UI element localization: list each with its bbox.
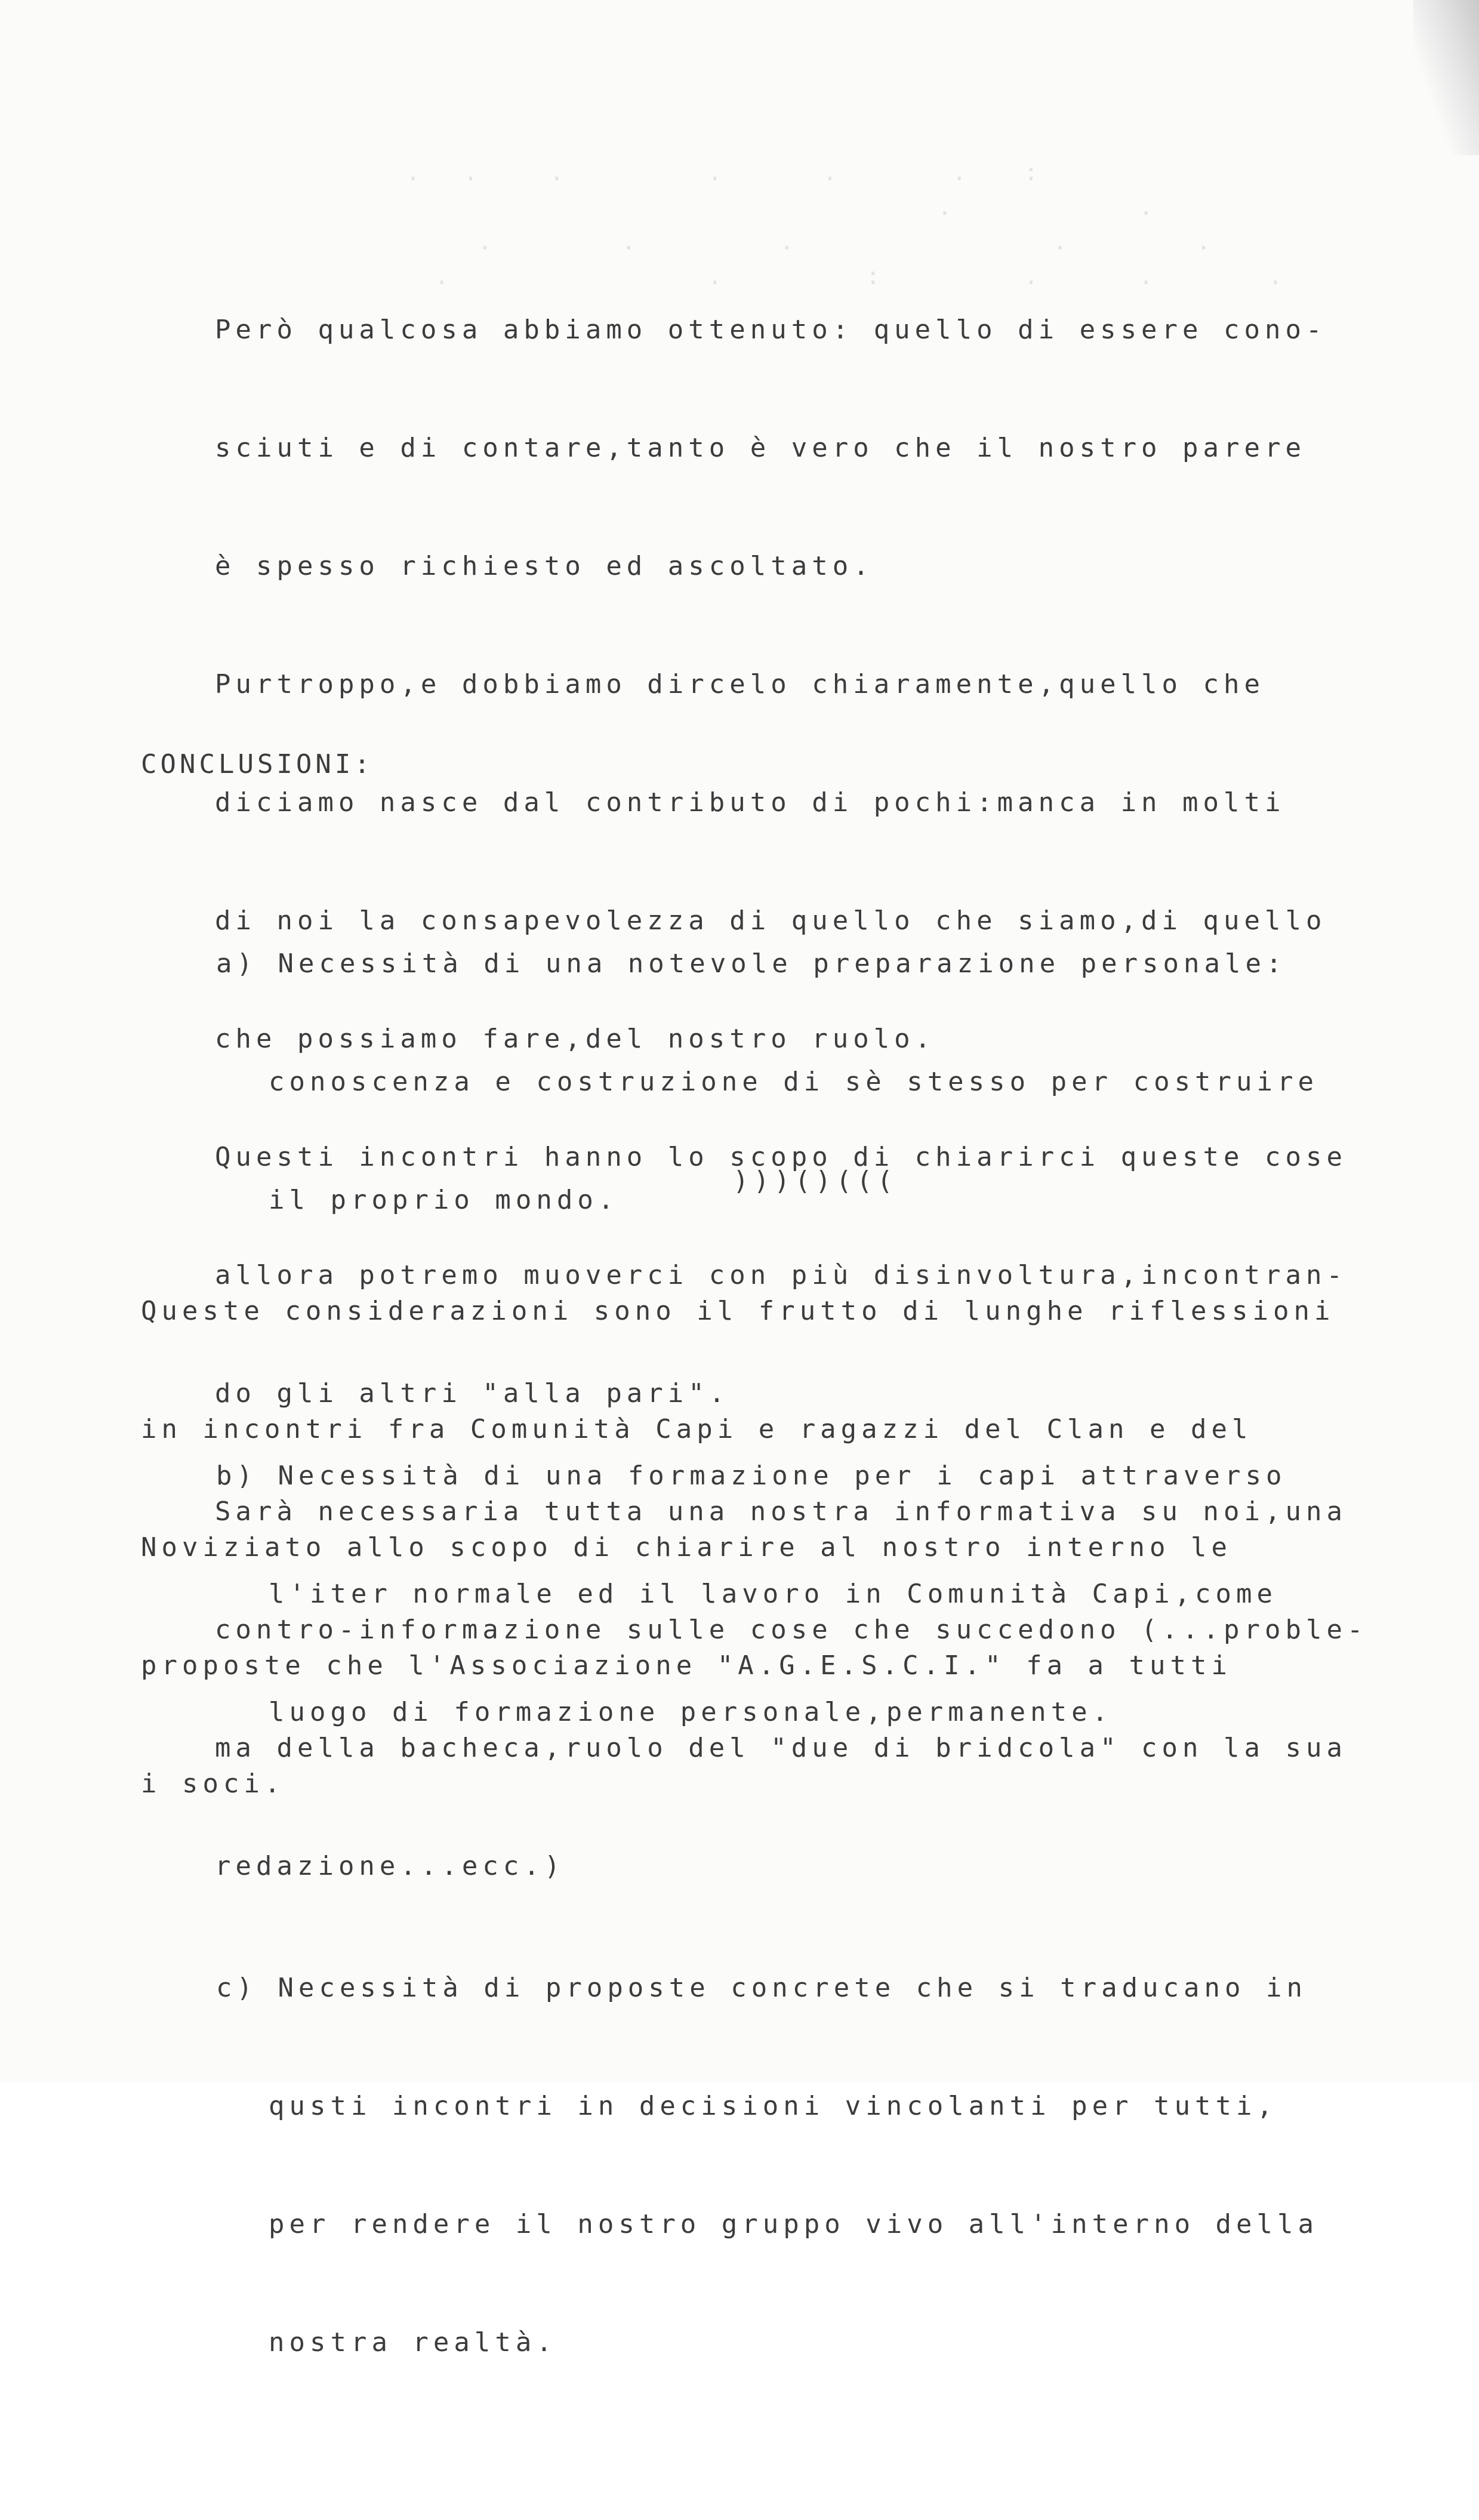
text-line: per rendere il nostro gruppo vivo all'interno della bbox=[269, 2209, 1319, 2239]
text-line: in incontri fra Comunità Capi e ragazzi del Clan e del bbox=[141, 1414, 1253, 1444]
text-line: Queste considerazioni sono il frutto di lunghe riflessioni bbox=[141, 1296, 1335, 1326]
text-line: proposte che l'Associazione "A.G.E.S.C.I." fa a tutti bbox=[141, 1650, 1232, 1681]
text-line: qusti incontri in decisioni vincolanti per tutti, bbox=[269, 2091, 1278, 2121]
text-line: b) Necessità di una formazione per i capi attraverso bbox=[216, 1461, 1287, 1491]
text-line: nostra realtà. bbox=[269, 2327, 557, 2358]
page-corner-shadow bbox=[1413, 0, 1479, 155]
text-line: luogo di formazione personale,permanente. bbox=[269, 1697, 1113, 1727]
text-line: di noi la consapevolezza di quello che siamo,di quello bbox=[215, 905, 1327, 936]
section-separator: )))()((( bbox=[733, 1166, 898, 1196]
text-line: Purtroppo,e dobbiamo dircelo chiaramente,quello che bbox=[215, 669, 1265, 700]
text-line: do gli altri "alla pari". bbox=[215, 1378, 730, 1409]
text-line: diciamo nasce dal contributo di pochi:manca in molti bbox=[215, 787, 1286, 818]
text-line: Noviziato allo scopo di chiarire al nostro interno le bbox=[141, 1532, 1232, 1563]
text-line: il proprio mondo. bbox=[269, 1185, 619, 1215]
text-line: sciuti e di contare,tanto è vero che il nostro parere bbox=[215, 433, 1306, 463]
text-line: redazione...ecc.) bbox=[215, 1851, 565, 1881]
conclusion-item-c bbox=[216, 1890, 1318, 2441]
text-line: a) Necessità di una notevole preparazione personale: bbox=[216, 948, 1287, 979]
text-line: allora potremo muoverci con più disinvoltura,incontran- bbox=[215, 1260, 1347, 1290]
text-line: conoscenza e costruzione di sè stesso per costruire bbox=[269, 1067, 1319, 1097]
text-line: contro-informazione sulle cose che succedono (...proble- bbox=[215, 1615, 1368, 1645]
text-line: c) Necessità di proposte concrete che si traducano in bbox=[216, 1973, 1307, 2003]
text-line: Sarà necessaria tutta una nostra informativa su noi,una bbox=[215, 1496, 1347, 1527]
text-line: è spesso richiesto ed ascoltato. bbox=[215, 551, 874, 581]
text-line: che possiamo fare,del nostro ruolo. bbox=[215, 1024, 936, 1054]
show-through-texture: . . . . . . : . . . . . . . . . : . . . bbox=[406, 159, 1283, 290]
text-line: Questi incontri hanno lo scopo di chiarirci queste cose bbox=[215, 1142, 1347, 1172]
paragraph-2 bbox=[141, 1213, 1335, 1883]
conclusions-heading: CONCLUSIONI: bbox=[141, 749, 374, 780]
text-line: l'iter normale ed il lavoro in Comunità Capi,come bbox=[269, 1579, 1278, 1609]
text-line: Però qualcosa abbiamo ottenuto: quello di essere cono- bbox=[215, 315, 1327, 345]
text-line: i soci. bbox=[141, 1769, 285, 1799]
text-line: ma della bacheca,ruolo del "due di bridcola" con la sua bbox=[215, 1733, 1347, 1763]
